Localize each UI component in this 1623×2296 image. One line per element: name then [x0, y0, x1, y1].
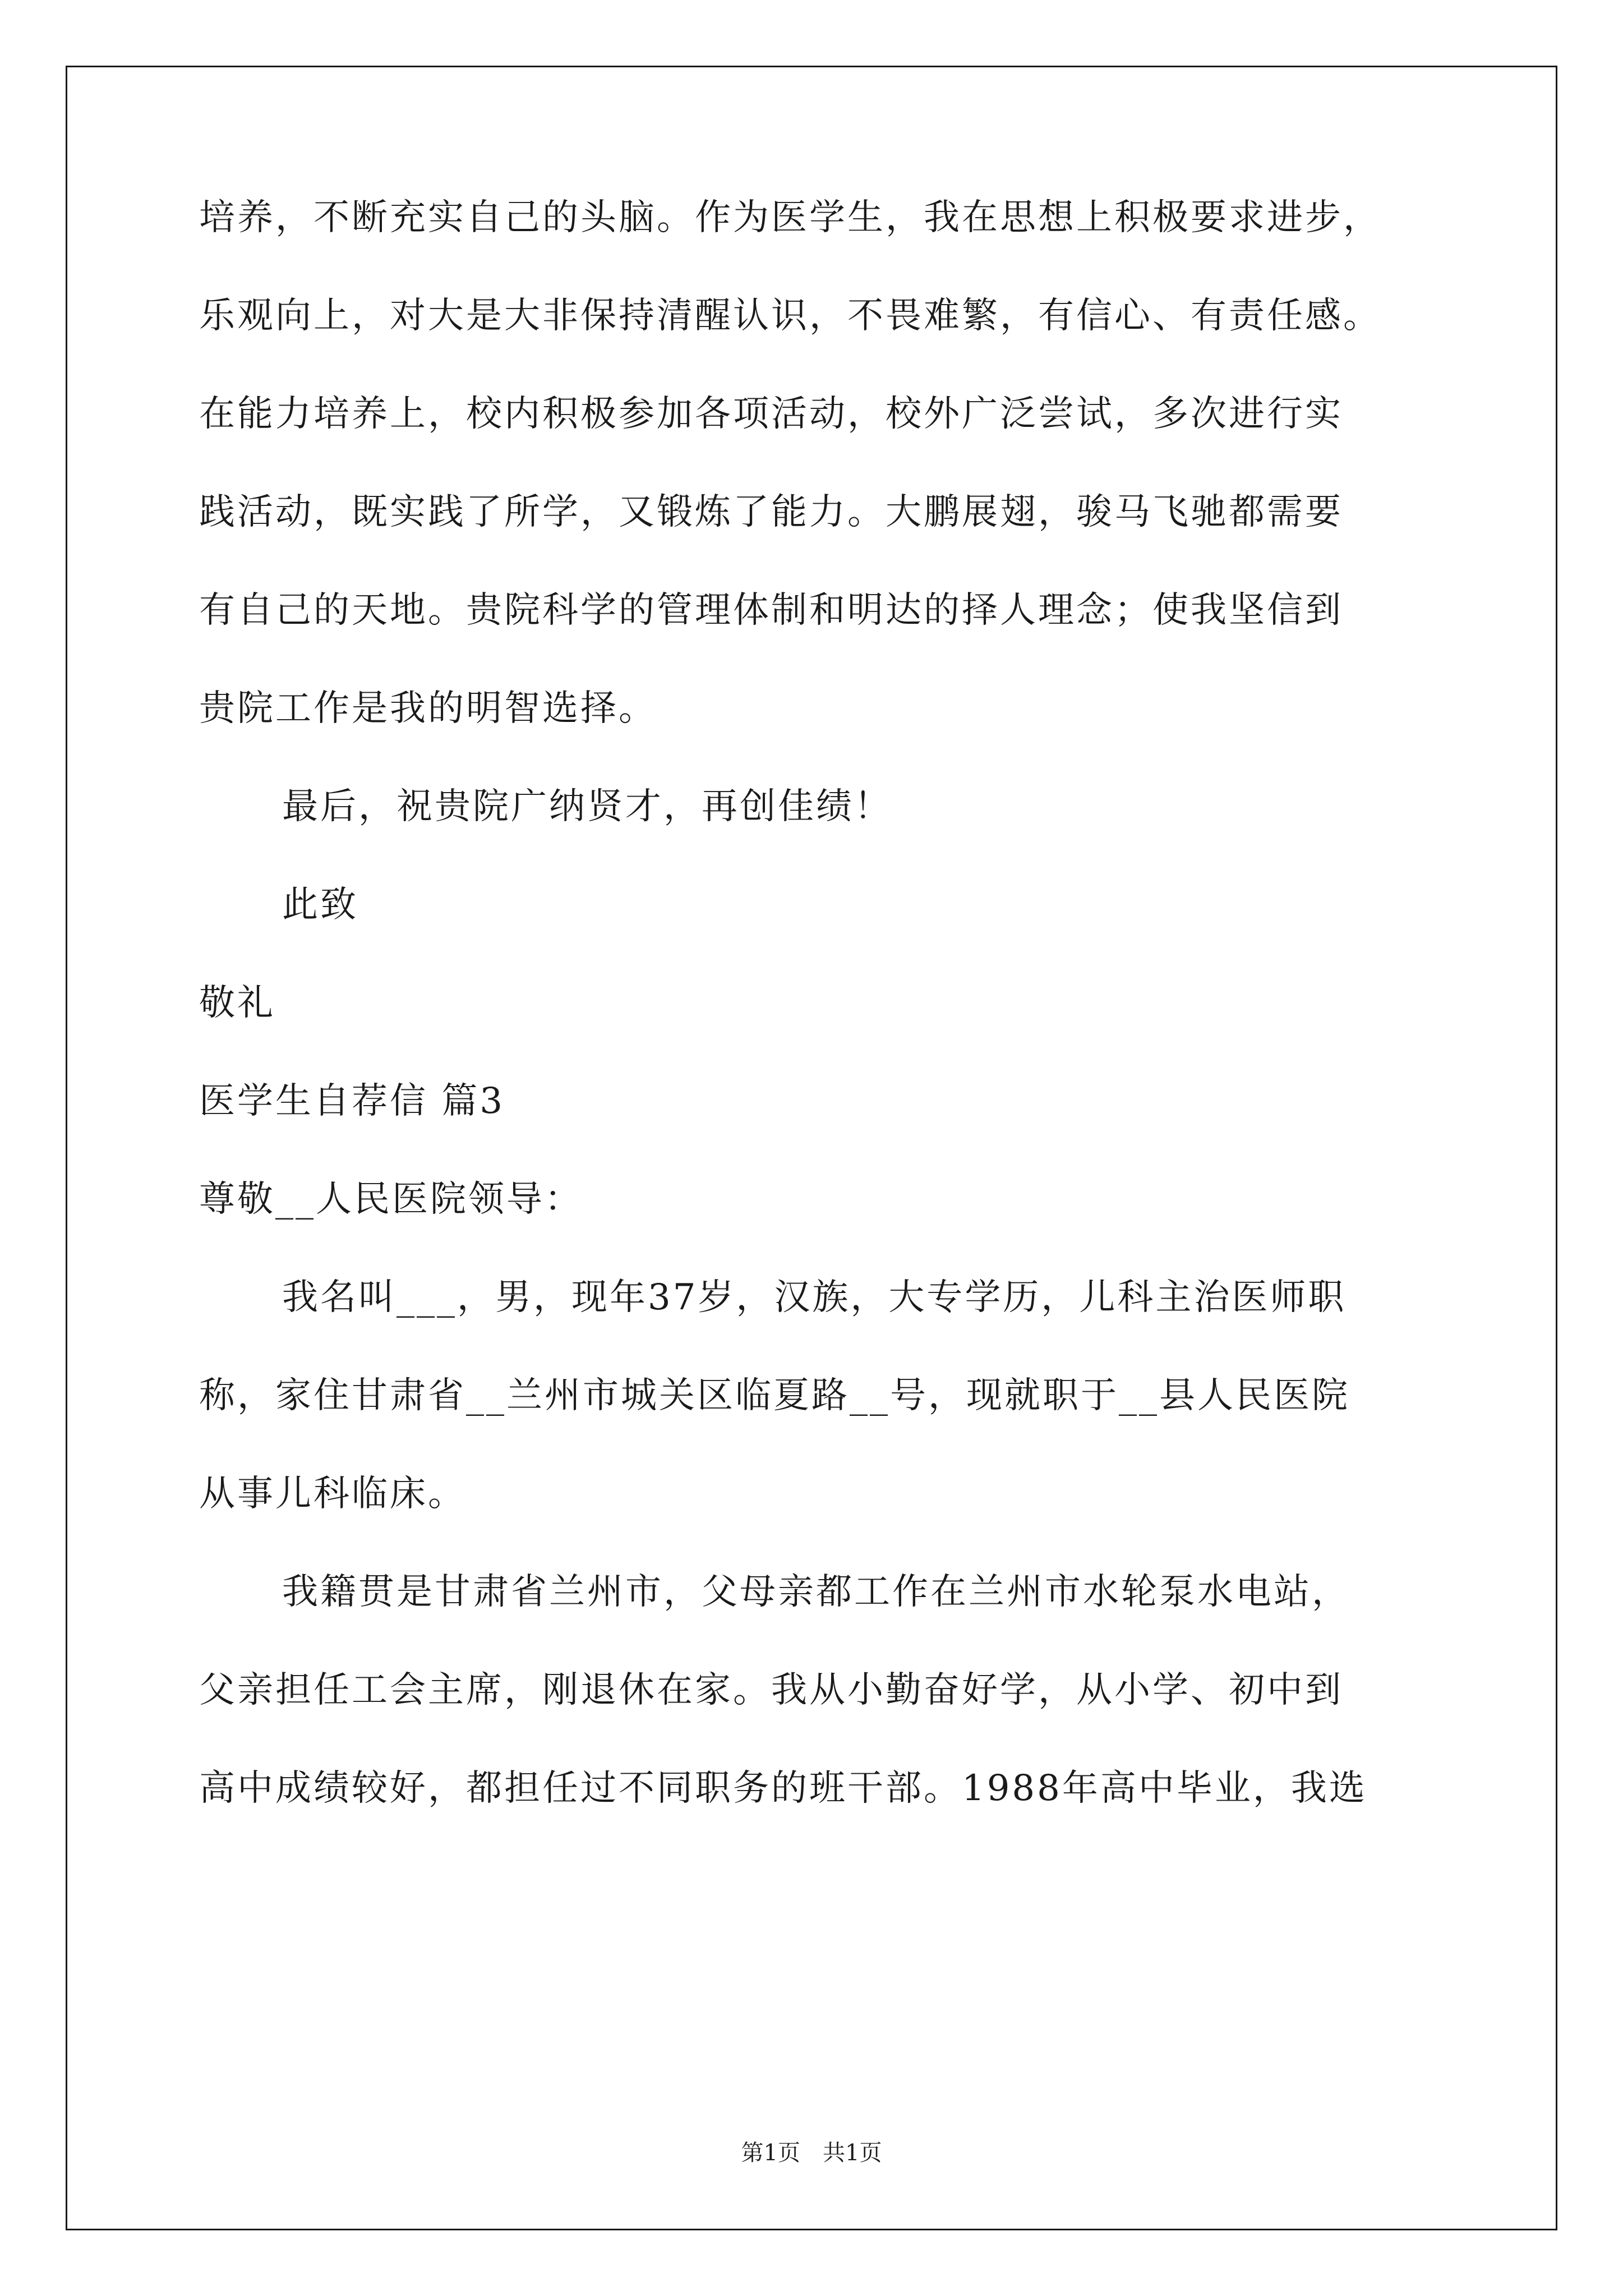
paragraph-line: 践活动，既实践了所学，又锻炼了能力。大鹏展翅，骏马飞驰都需要	[199, 491, 1343, 533]
paragraph-line: 我籍贯是甘肃省兰州市，父母亲都工作在兰州市水轮泵水电站，	[282, 1571, 1350, 1613]
section-heading: 医学生自荐信 篇3	[199, 1080, 505, 1122]
page-number-footer: 第1页 共1页	[741, 2140, 882, 2166]
letter-greeting: 尊敬__人民医院领导：	[199, 1179, 583, 1220]
paragraph-line: 乐观向上，对大是大非保持清醒认识，不畏难繁，有信心、有责任感。	[199, 295, 1381, 337]
salutation-jing-li: 敬礼	[199, 982, 275, 1024]
salutation-ci-zhi: 此致	[282, 884, 358, 926]
closing-wish: 最后，祝贵院广纳贤才，再创佳绩！	[282, 786, 892, 827]
paragraph-line: 我名叫___，男，现年37岁，汉族，大专学历，儿科主治医师职	[282, 1277, 1347, 1318]
paragraph-line: 父亲担任工会主席，刚退休在家。我从小勤奋好学，从小学、初中到	[199, 1669, 1343, 1711]
paragraph-line: 高中成绩较好，都担任过不同职务的班干部。1988年高中毕业，我选	[199, 1768, 1367, 1809]
paragraph-line: 有自己的天地。贵院科学的管理体制和明达的择人理念；使我坚信到	[199, 590, 1343, 631]
paragraph-line: 在能力培养上，校内积极参加各项活动，校外广泛尝试，多次进行实	[199, 393, 1343, 435]
paragraph-line: 从事儿科临床。	[199, 1473, 466, 1515]
paragraph-line: 贵院工作是我的明智选择。	[199, 688, 657, 729]
paragraph-line: 称，家住甘肃省__兰州市城关区临夏路__号，现就职于__县人民医院	[199, 1375, 1350, 1416]
paragraph-line: 培养，不断充实自己的头脑。作为医学生，我在思想上积极要求进步，	[199, 197, 1381, 238]
